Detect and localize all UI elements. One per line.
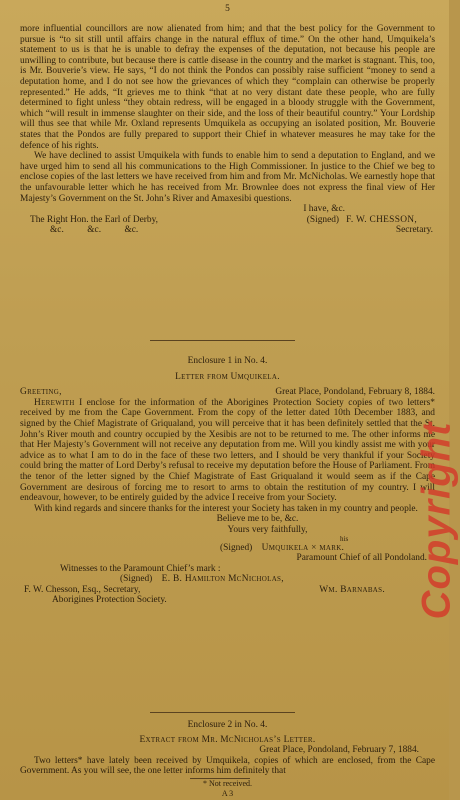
divider (150, 712, 295, 713)
signer-name: F. W. CHESSON, (346, 214, 417, 225)
paragraph: more influential councillors are now alienated from him; and that the best policy for the Government to pursue is “to sit still until affairs change in the natural efflux of time.” On the other hand, Umquikela’s statement to us is that he is unable to defray the expenses of the deputation, not because his people are unwilling to contribute, but because there is cattle disease in the country and the market is stagnant. This, too, is Mr. Bouverie’s view. He says, “I do not think the Pondos can possibly raise sufficient “money to send a deputation home, and I do not see how the grievances of which they “complain can otherwise be properly represented.” He adds, “It grieves me to think “that at no very distant date these people, who are fully determined to fight unless “they obtain redress, will be engaged in a bloody struggle with the Government, which “will result in immense slaughter on their side, and the loss of their beautiful country.” Your Lordship will thus see that while Mr. Oxland represents Umquikela as occupying an isolated position, Mr. Bouverie states that the Pondos are fully prepared to support their Chief in whatever measures he may take for the defence of his rights. (20, 24, 435, 151)
yours-line: Yours very faithfully, (227, 524, 308, 535)
enclosure-2 (20, 720, 435, 777)
witness-2: Wm. Barnabas. (319, 584, 385, 595)
enclosure-heading: Enclosure 2 in No. 4. (187, 720, 268, 730)
signature-mark: A 3 (221, 789, 234, 798)
his-label: his (340, 534, 349, 543)
greeting: Greeting, (20, 387, 62, 398)
enclosure-subheading: Letter from Umquikela. (175, 371, 280, 382)
paragraph: Herewith I enclose for the information of the Aborigines Protection Society copies of two letters* received by me from the Cape Government. From the copy of the letter dated 10th December 1883, and signed by the Chief Magistrate of Griqualand, you will perceive that it has been definitely settled that the St. John’s River mouth and country occupied by the Xesibis are not to be returned to me. The other informs me that Her Majesty’s Government will not receive any deputation from me. Will you kindly assist me with your advice as to what I am to do in the face of these two letters, and I should be very thankful if your Society could bring the matter of Lord Derby’s refusal to receive my deputation before the House of Parliament. From the tenor of the letter signed by the Chief Magistrate of East Griqualand it would seem as if the Cape Government are desirous of forcing me to resort to arms to obtain the restitution of my country. I will endeavour, however, to be entirely guided by the advice I receive from your Society. (20, 397, 435, 504)
place-date: Great Place, Pondoland, February 8, 1884. (275, 387, 435, 398)
enclosure-1 (20, 356, 435, 606)
signature-row (20, 215, 435, 226)
closing-line: I have, &c. (303, 204, 345, 215)
footnote: * Not received. (202, 779, 253, 788)
copyright-watermark: Copyright (414, 421, 459, 619)
paragraph: We have declined to assist Umquikela with funds to enable him to send a deputation to England, and we have urged him to send all his communications to the High Commissioner. In justice to the Chief we beg to enclose copies of the last letters we have received from him and from Mr. McNicholas. We earnestly hope that the unfavourable letter which he has received from Mr. Brownlee does not express the final view of Her Majesty’s Government on the St. John’s River and Amaxesibi questions. (20, 151, 435, 204)
chief-title: Paramount Chief of all Pondoland. (296, 553, 427, 564)
witness-line: (Signed) E. B. Hamilton McNicholas, (120, 574, 284, 585)
witnesses-label: Witnesses to the Paramount Chief’s mark : (60, 563, 221, 574)
etc-line: &c. &c. &c. (50, 225, 139, 236)
paragraph: With kind regards and sincere thanks for the interest your Society has taken in my country and people. (34, 503, 418, 514)
to-line: F. W. Chesson, Esq., Secretary, (24, 584, 141, 595)
addressee: The Right Hon. the Earl of Derby, (30, 214, 159, 225)
enclosure-subheading: Extract from Mr. McNicholas’s Letter. (139, 734, 316, 745)
signer-title: Secretary. (395, 225, 433, 236)
paragraph: Two letters* have lately been received by Umquikela, copies of which are enclosed, from the Cape Government. As you will see, the one letter informs him definitely that (20, 755, 435, 777)
page-number: 5 (225, 4, 230, 14)
signature-line: (Signed) Umquikela × mark. (220, 542, 345, 553)
enclosure-heading: Enclosure 1 in No. 4. (187, 356, 268, 366)
place-date: Great Place, Pondoland, February 7, 1884. (259, 745, 419, 756)
signed-label: (Signed) (306, 214, 340, 225)
divider (150, 340, 295, 341)
believe-line: Believe me to be, &c. (216, 514, 299, 525)
to-line: Aborigines Protection Society. (52, 595, 167, 606)
letter-body (20, 24, 435, 236)
